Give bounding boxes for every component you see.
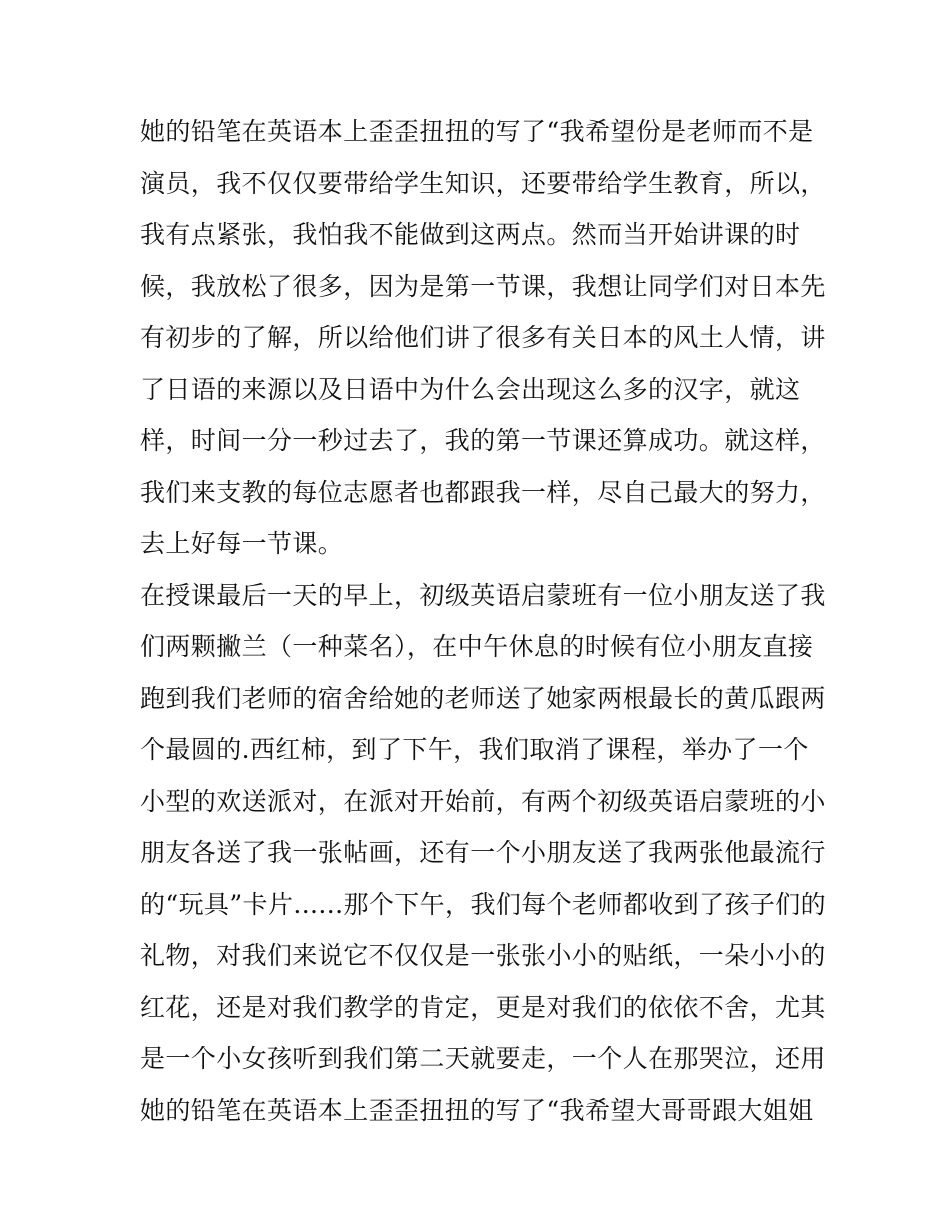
text-line: 了日语的来源以及日语中为什么会出现这么多的汉字，就这 [140, 374, 801, 404]
text-line: 礼物，对我们来说它不仅仅是一张张小小的贴纸，一朵小小的 [140, 941, 826, 970]
text-line: 红花，还是对我们教学的肯定，更是对我们的依依不舍，尤其 [140, 992, 826, 1022]
text-line: 她的铅笔在英语本上歪歪扭扭的写了“我希望大哥哥跟大姐姐 [140, 1095, 814, 1125]
text-line: 我们来支教的每位志愿者也都跟我一样，尽自己最大的努力， [140, 477, 826, 507]
text-line: 小型的欢送派对，在派对开始前，有两个初级英语启蒙班的小 [140, 786, 826, 816]
text-line: 个最圆的.西红柿，到了下午，我们取消了课程，举办了一个 [140, 735, 809, 764]
text-line: 样，时间一分一秒过去了，我的第一节课还算成功。就这样， [140, 426, 826, 455]
text-line: 是一个小女孩听到我们第二天就要走，一个人在那哭泣，还用 [140, 1044, 826, 1073]
text-line: 候，我放松了很多，因为是第一节课，我想让同学们对日本先 [140, 271, 826, 301]
text-line: 去上好每一节课。 [140, 529, 344, 558]
text-line: 朋友各送了我一张帖画，还有一个小朋友送了我两张他最流行 [140, 838, 826, 867]
text-line: 有初步的了解，所以给他们讲了很多有关日本的风土人情，讲 [140, 323, 826, 352]
text-line: 她的铅笔在英语本上歪歪扭扭的写了“我希望份是老师而不是 [140, 117, 814, 146]
body-text [140, 106, 827, 1136]
text-line: 们两颗撇兰（一种菜名），在中午休息的时候有位小朋友直接 [140, 632, 814, 661]
text-line: 跑到我们老师的宿舍给她的老师送了她家两根最长的黄瓜跟两 [140, 683, 826, 713]
text-line: 演员，我不仅仅要带给学生知识，还要带给学生教育，所以， [140, 168, 826, 198]
text-line: 我有点紧张，我怕我不能做到这两点。然而当开始讲课的时 [140, 220, 801, 249]
text-line: 在授课最后一天的早上，初级英语启蒙班有一位小朋友送了我 [140, 580, 826, 610]
text-line: 的“玩具”卡片......那个下午，我们每个老师都收到了孩子们的 [140, 889, 827, 919]
